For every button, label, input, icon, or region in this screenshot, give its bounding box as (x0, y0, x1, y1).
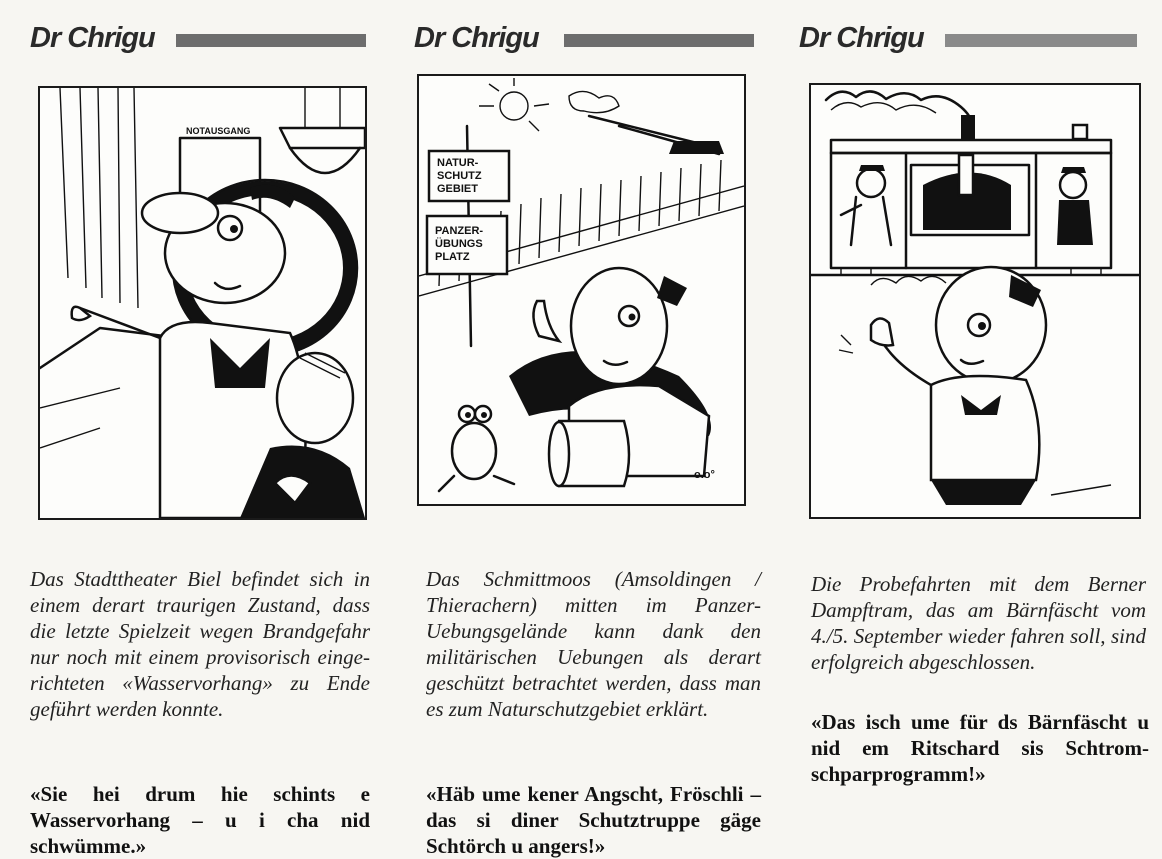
strip-header (30, 22, 375, 58)
quote-text: «Häb ume kener Angscht, Fröschli – das si diner Schutztruppe gäge Schtörch u angers!» (426, 782, 761, 858)
sign-line: SCHUTZ (437, 170, 482, 182)
sign-line: PANZER- (435, 225, 484, 237)
theater-illustration (40, 88, 365, 518)
exit-sign: NOTAUSGANG (186, 126, 251, 136)
brand-title: Dr Chrigu (414, 22, 539, 54)
cartoon-panel-theater (38, 86, 367, 520)
cartoon-strip-3 (799, 0, 1149, 847)
sign-line: PLATZ (435, 251, 470, 263)
cartoon-strip-1 (30, 0, 380, 858)
caption-text: Die Probefahrten mit dem Berner Dampftram, das am Bärnfäscht vom 4./5. September wieder fahren soll, sind erfolgreich abgeschlossen. (811, 572, 1146, 674)
cartoon-strip-2 (414, 0, 764, 858)
pebbles: o.o° (694, 469, 715, 481)
header-rule (176, 34, 366, 47)
caption-text: Das Schmittmoos (Amsoldingen / Thierachern) mitten im Panzer-Uebungsgelände kann dank den militärischen Uebungen als derart geschützt betrachtet werden, dass man es zum Naturschutzgebiet erklärt. (426, 567, 761, 721)
strip-header (414, 22, 759, 58)
sign-line: GEBIET (437, 183, 478, 195)
sign-line: NATUR- (437, 157, 479, 169)
quote-text: «Sie hei drum hie schints e Wasservorhang – u i cha nid schwümme.» (30, 782, 370, 858)
cartoon-panel-steam-tram (809, 83, 1141, 519)
brand-title: Dr Chrigu (30, 22, 155, 54)
sign-line: ÜBUNGS (435, 238, 483, 250)
header-rule (564, 34, 754, 47)
strip-header (799, 22, 1144, 58)
cartoon-panel-nature-reserve (417, 74, 746, 506)
nature-reserve-illustration (419, 76, 744, 504)
steam-tram-illustration (811, 85, 1139, 517)
header-rule (945, 34, 1137, 47)
caption-text: Das Stadttheater Biel befindet sich in einem derart traurigen Zustand, dass die letzte Spielzeit wegen Brandgefahr nur noch mit einem provisorisch eingerichteten «Wasservorhang» zu Ende geführt werden konnte. (30, 567, 370, 721)
quote-text: «Das isch ume für ds Bärnfäscht u nid em Ritschard sis Schtromschparprogramm!» (811, 710, 1149, 786)
sign-naturschutz (437, 157, 485, 195)
brand-title: Dr Chrigu (799, 22, 924, 54)
